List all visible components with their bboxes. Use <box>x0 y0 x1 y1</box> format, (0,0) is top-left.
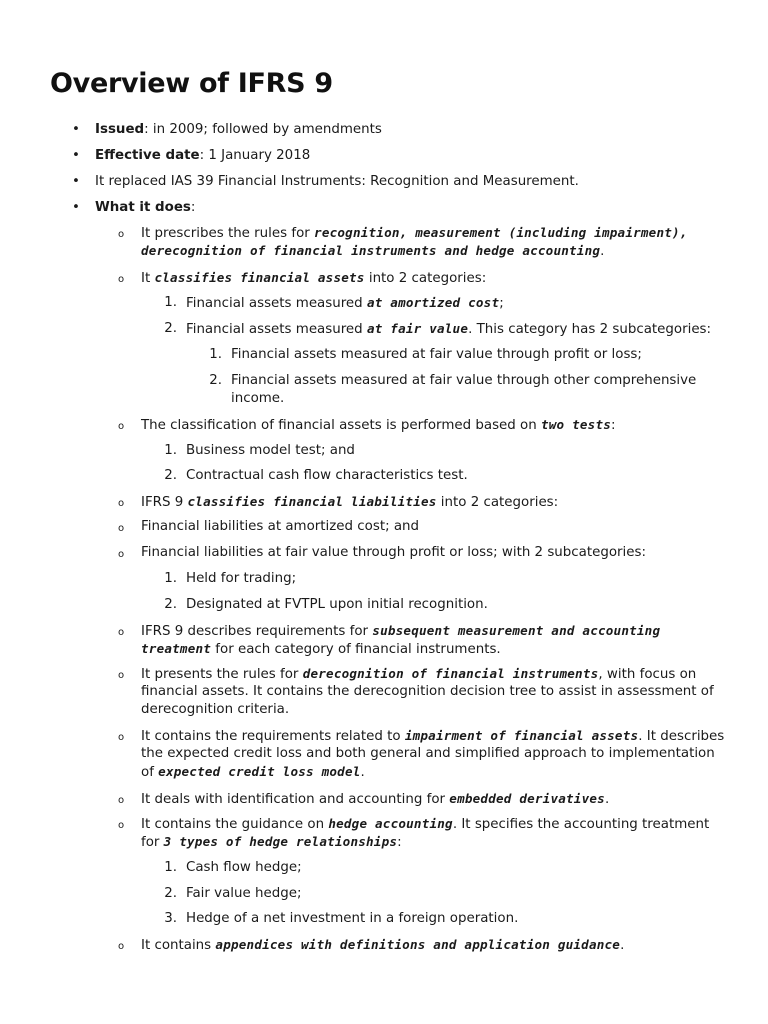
list-number: 2. <box>164 597 177 612</box>
p3-item-1: Business model test; and <box>186 443 355 458</box>
text: IFRS 9 <box>141 495 188 510</box>
text: into 2 categories: <box>436 495 559 510</box>
p2-item-2 <box>186 320 711 339</box>
p7-line1 <box>141 622 660 641</box>
p11-line2 <box>141 833 402 852</box>
p2-sub-2: Financial assets measured at fair value through other comprehensive <box>231 373 697 388</box>
text: of <box>141 765 159 780</box>
p2-item-1 <box>186 294 504 313</box>
p6-line: Financial liabilities at fair value through profit or loss; with 2 subcategories: <box>141 545 646 560</box>
emphasis: appendices with definitions and application guidance <box>215 937 621 952</box>
emphasis: subsequent measurement and accounting <box>372 623 661 638</box>
text: for <box>141 835 164 850</box>
emphasis: 3 types of hedge relationships <box>163 834 398 849</box>
effective-label: Effective date <box>95 148 200 163</box>
emphasis: derecognition of financial instruments <box>302 666 599 681</box>
p6-item-2: Designated at FVTPL upon initial recognition. <box>186 597 488 612</box>
text: . This category has 2 subcategories: <box>468 322 712 337</box>
list-number: 1. <box>164 571 177 586</box>
text: It presents the rules for <box>141 667 303 682</box>
list-number: 1. <box>164 295 177 310</box>
circle-marker: o <box>118 627 125 638</box>
text: It contains <box>141 938 216 953</box>
emphasis: two tests <box>540 417 612 432</box>
text: . <box>600 244 605 259</box>
circle-marker: o <box>118 670 125 681</box>
emphasis: impairment of financial assets <box>404 728 639 743</box>
text: . <box>360 765 365 780</box>
list-number: 1. <box>164 443 177 458</box>
effective-text: : 1 January 2018 <box>199 148 311 163</box>
p1-line2 <box>141 242 604 261</box>
p9-line1 <box>141 727 724 746</box>
issued-text: : in 2009; followed by amendments <box>144 122 382 137</box>
list-number: 1. <box>209 347 222 362</box>
p11-item-3: Hedge of a net investment in a foreign operation. <box>186 911 519 926</box>
p2-line <box>141 269 486 288</box>
p8-line3: derecognition criteria. <box>141 702 290 717</box>
circle-marker: o <box>118 523 125 534</box>
list-number: 3. <box>164 911 177 926</box>
what-text: : <box>190 200 196 215</box>
p11-item-1: Cash flow hedge; <box>186 860 302 875</box>
emphasis: classifies financial assets <box>154 270 365 285</box>
circle-marker: o <box>118 274 125 285</box>
what-label: What it does <box>95 200 191 215</box>
list-number: 2. <box>164 321 177 336</box>
text: It prescribes the rules for <box>141 226 315 241</box>
circle-marker: o <box>118 795 125 806</box>
text: : <box>397 835 402 850</box>
bullet-marker: • <box>72 122 80 137</box>
text: into 2 categories: <box>364 271 487 286</box>
p3-line <box>141 416 616 435</box>
emphasis: expected credit loss model <box>158 764 361 779</box>
text: . It describes <box>638 729 725 744</box>
circle-marker: o <box>118 549 125 560</box>
list-number: 2. <box>164 468 177 483</box>
p9-line2: the expected credit loss and both general and simplified approach to implementation <box>141 746 715 761</box>
emphasis: embedded derivatives <box>449 791 605 806</box>
p12-line <box>141 936 624 955</box>
bullet-marker: • <box>72 200 80 215</box>
p3-item-2: Contractual cash flow characteristics test. <box>186 468 468 483</box>
text: Financial assets measured <box>186 322 367 337</box>
replaced-line: It replaced IAS 39 Financial Instruments: Recognition and Measurement. <box>95 174 579 189</box>
issued-line <box>95 121 382 139</box>
emphasis: hedge accounting <box>328 816 453 831</box>
emphasis: at amortized cost <box>366 295 500 310</box>
circle-marker: o <box>118 498 125 509</box>
p4-line <box>141 493 558 512</box>
p7-line2 <box>141 640 501 659</box>
issued-label: Issued <box>95 122 145 137</box>
circle-marker: o <box>118 732 125 743</box>
text: IFRS 9 describes requirements for <box>141 624 373 639</box>
text: The classification of financial assets is performed based on <box>141 418 541 433</box>
p1-line1 <box>141 224 688 243</box>
list-number: 2. <box>209 373 222 388</box>
emphasis: recognition, measurement (including impairment), <box>314 225 688 240</box>
text: . <box>604 792 610 807</box>
text: . <box>620 938 625 953</box>
p8-line1 <box>141 665 696 684</box>
p2-sub-2-cont: income. <box>231 391 285 406</box>
page-title: Overview of IFRS 9 <box>50 68 333 99</box>
p8-line2: financial assets. It contains the derecognition decision tree to assist in assessment of <box>141 684 714 699</box>
text: It deals with identification and accounting for <box>141 792 450 807</box>
list-number: 1. <box>164 860 177 875</box>
effective-line <box>95 147 310 165</box>
p11-item-2: Fair value hedge; <box>186 886 302 901</box>
text: It contains the requirements related to <box>141 729 405 744</box>
p11-line1 <box>141 815 709 834</box>
what-line <box>95 199 195 217</box>
emphasis: treatment <box>141 641 212 656</box>
text: It contains the guidance on <box>141 817 329 832</box>
circle-marker: o <box>118 941 125 952</box>
bullet-marker: • <box>72 174 80 189</box>
bullet-marker: • <box>72 148 80 163</box>
text: . It specifies the accounting treatment <box>452 817 710 832</box>
text: : <box>611 418 616 433</box>
emphasis: derecognition of financial instruments and hedge accounting <box>141 243 601 258</box>
circle-marker: o <box>118 229 125 240</box>
text: ; <box>499 296 504 311</box>
p6-item-1: Held for trading; <box>186 571 297 586</box>
text: It <box>141 271 155 286</box>
p2-sub-1: Financial assets measured at fair value through profit or loss; <box>231 347 642 362</box>
circle-marker: o <box>118 421 125 432</box>
emphasis: at fair value <box>366 321 469 336</box>
list-number: 2. <box>164 886 177 901</box>
text: for each category of financial instruments. <box>211 642 501 657</box>
p9-line3 <box>141 763 365 782</box>
emphasis: classifies financial liabilities <box>187 494 437 509</box>
text: Financial assets measured <box>186 296 367 311</box>
text: , with focus on <box>598 667 697 682</box>
circle-marker: o <box>118 820 125 831</box>
p10-line <box>141 790 609 809</box>
p5-line: Financial liabilities at amortized cost; and <box>141 519 420 534</box>
